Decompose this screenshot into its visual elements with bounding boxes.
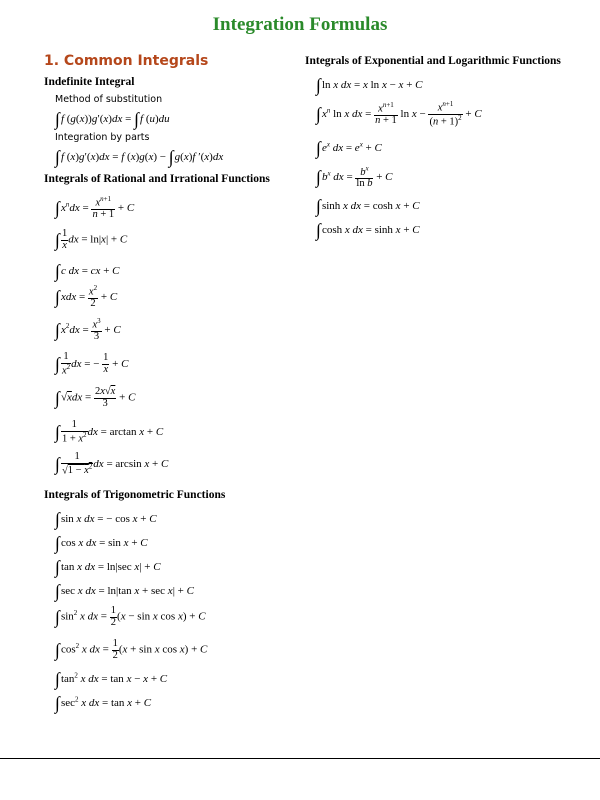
formula-tan-squared: $\int\tan^2$ x dx = tan x − x + C xyxy=(55,669,168,689)
formula-cosh: ∫cosh x dx = sinh x + C xyxy=(316,220,420,240)
formula-x: ∫xdx = $\frac{x^2}{2}$ + C xyxy=(55,284,118,309)
formula-tan: ∫tan x dx = ln|sec x| + C xyxy=(55,557,161,577)
formula-power: $\int x^ndx$ = $\frac{x^{n+1}}{n + 1}$ + C xyxy=(55,195,135,220)
formula-xn-ln: $\int x^n$ ln x dx = $\frac{x^{n+1}}{n + 1}$ ln x − $\frac{x^{n+1}}{(n + 1)^2}$ + C xyxy=(316,100,482,128)
formula-x-squared: $\int x^2dx$ = $\frac{x^3}{3}$ + C xyxy=(55,317,121,342)
subheading-substitution: Method of substitution xyxy=(55,94,163,105)
formula-arcsin: ∫ $\frac{1}{√1 - x^2}$ dx = arcsin x + C xyxy=(55,451,169,476)
heading-indefinite-integral: Indefinite Integral xyxy=(44,76,135,88)
formula-sec: ∫sec x dx = ln|tan x + sec x| + C xyxy=(55,581,194,601)
formula-sin: ∫sin x dx = − cos x + C xyxy=(55,509,157,529)
heading-trigonometric: Integrals of Trigonometric Functions xyxy=(44,489,226,501)
footer-rule xyxy=(0,758,600,759)
heading-exp-log: Integrals of Exponential and Logarithmic Functions xyxy=(305,55,561,67)
formula-sqrt: ∫√xdx = $\frac{2x√x}{3}$ + C xyxy=(55,386,136,409)
section-title: 1. Common Integrals xyxy=(44,53,209,69)
formula-cos: ∫cos x dx = sin x + C xyxy=(55,533,148,553)
heading-rational-irrational: Integrals of Rational and Irrational Functions xyxy=(44,173,270,185)
formula-by-parts: ∫f (x)g′(x)dx = f (x)g(x) − ∫g(x)f ′(x)dx xyxy=(55,147,224,167)
formula-inverse-square: ∫ $\frac{1}{x^2}$ dx = − $\frac{1}{x}$ + C xyxy=(55,351,129,376)
formula-sin-squared: $\int\sin^2$ x dx = $\frac{1}{2}$ (x − sin x cos x) + C xyxy=(55,605,206,628)
formula-ln: ∫ln x dx = x ln x − x + C xyxy=(316,75,423,95)
formula-sec-squared: $\int\sec^2$ x dx = tan x + C xyxy=(55,693,152,713)
formula-sinh: ∫sinh x dx = cosh x + C xyxy=(316,196,420,216)
formula-substitution: ∫f (g(x))g′(x)dx = ∫f (u)du xyxy=(55,109,170,129)
formula-bx: $\int b^x$ dx = $\frac{b^x}{\text{ln b}}$ + C xyxy=(316,164,393,189)
subheading-by-parts: Integration by parts xyxy=(55,132,150,143)
formula-arctan: ∫ $\frac{1}{1 + x^2}$ dx = arctan x + C xyxy=(55,419,164,444)
formula-cos-squared: $\int\cos^2$ x dx = $\frac{1}{2}$ (x + sin x cos x) + C xyxy=(55,638,208,661)
page-title: Integration Formulas xyxy=(212,14,388,35)
formula-exp: $\int e^x$ dx = $e^x + C$ xyxy=(316,138,382,158)
formula-reciprocal: ∫ $\frac{1}{x}$ dx = ln|x| + C xyxy=(55,228,128,251)
formula-constant: ∫c dx = cx + C xyxy=(55,261,120,281)
